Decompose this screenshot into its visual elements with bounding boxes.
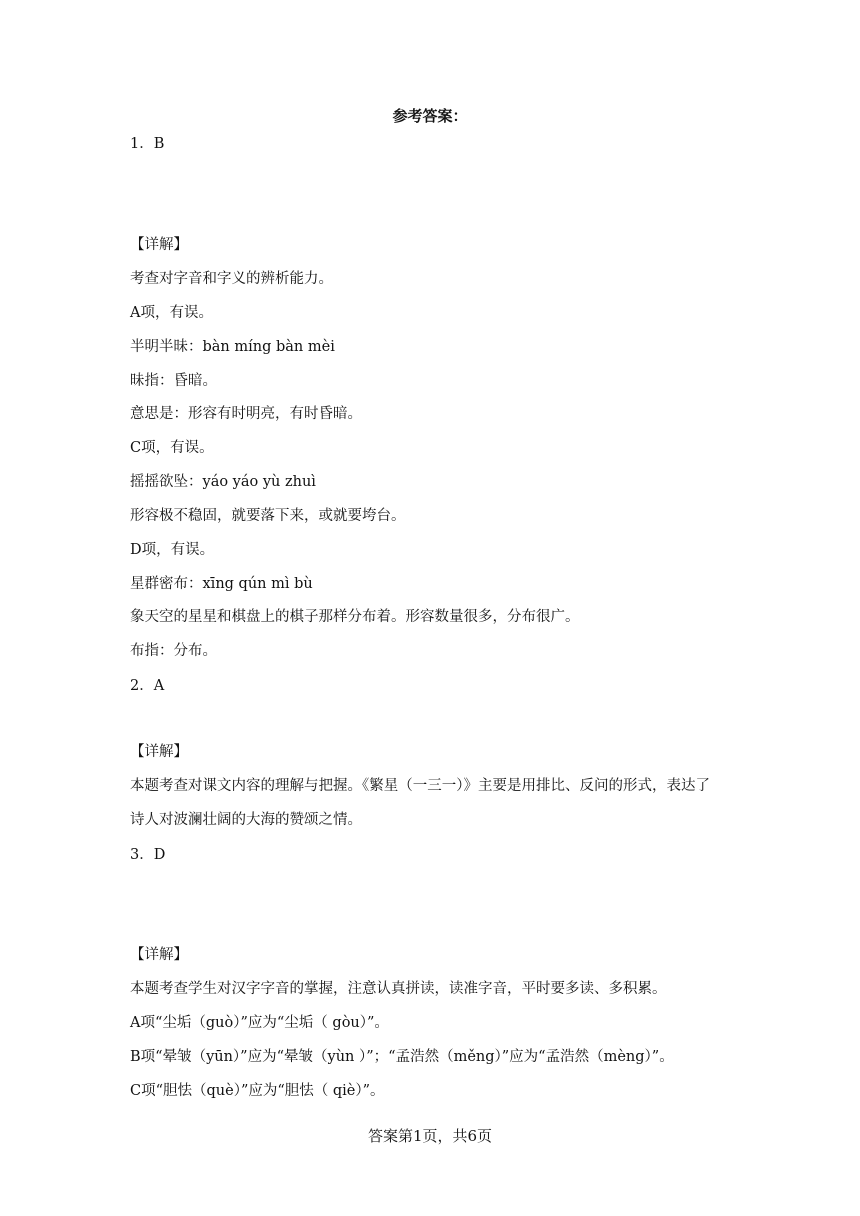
detail-line: 形容极不稳固，就要落下来，或就要垮台。 xyxy=(130,508,406,524)
detail-line: 布指：分布。 xyxy=(130,643,217,659)
detail-line: 意思是：形容有时明亮，有时昏暗。 xyxy=(130,406,362,422)
detail-line: A项，有误。 xyxy=(130,305,213,321)
detail-line: 半明半昧：bàn míng bàn mèi xyxy=(130,339,335,355)
detail-line: B项“晕皱（yūn）”应为“晕皱（yùn ）”；“孟浩然（měng）”应为“孟浩然（mèng）”。 xyxy=(130,1049,674,1065)
detail-heading-3: 【详解】 xyxy=(130,947,188,963)
detail-line: 本题考查学生对汉字字音的掌握，注意认真拼读，读准字音，平时要多读、多积累。 xyxy=(130,981,667,997)
page-title: 参考答案： xyxy=(392,107,468,125)
answer-3: 3．D xyxy=(130,847,166,863)
detail-line: C项“胆怯（què）”应为“胆怯（ qiè）”。 xyxy=(130,1083,385,1099)
detail-line: 本题考查对课文内容的理解与把握。《繁星（一三一）》主要是用排比、反问的形式，表达了 xyxy=(130,778,710,794)
detail-line: 昧指：昏暗。 xyxy=(130,373,217,389)
page-footer: 答案第1页，共6页 xyxy=(367,1127,493,1145)
detail-line: C项，有误。 xyxy=(130,440,214,456)
detail-line: 摇摇欲坠：yáo yáo yù zhuì xyxy=(130,474,316,490)
detail-heading-1: 【详解】 xyxy=(130,237,188,253)
detail-line: 诗人对波澜壮阔的大海的赞颂之情。 xyxy=(130,812,362,828)
answer-2: 2．A xyxy=(130,678,165,694)
answer-1: 1．B xyxy=(130,136,165,152)
detail-line: 象天空的星星和棋盘上的棋子那样分布着。形容数量很多，分布很广。 xyxy=(130,609,580,625)
detail-heading-2: 【详解】 xyxy=(130,744,188,760)
detail-line: 星群密布：xīng qún mì bù xyxy=(130,576,313,592)
detail-line: A项“尘垢（guò）”应为“尘垢（ gòu）”。 xyxy=(130,1015,389,1031)
detail-line: 考查对字音和字义的辨析能力。 xyxy=(130,271,333,287)
detail-line: D项，有误。 xyxy=(130,542,215,558)
